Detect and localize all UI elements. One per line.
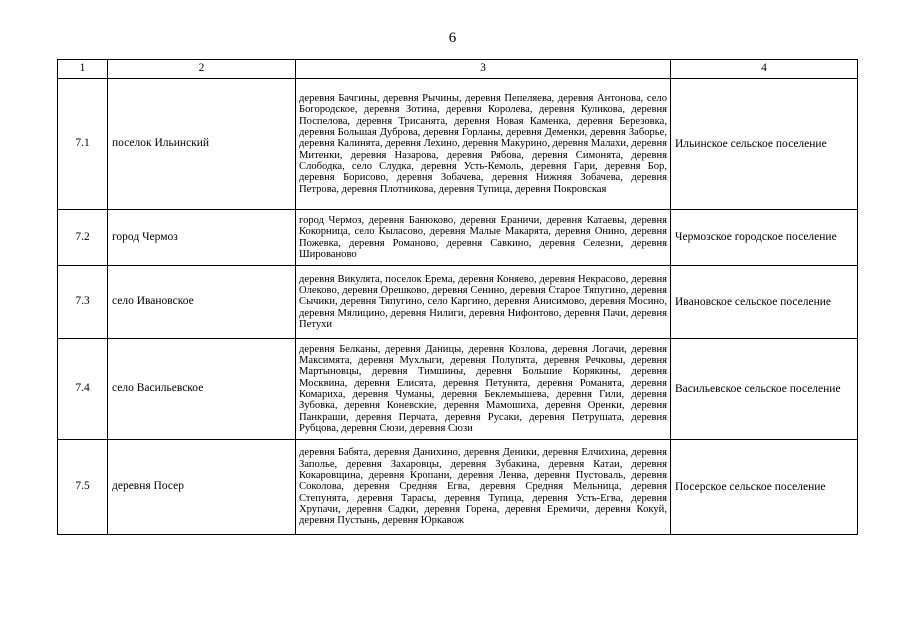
table-row: [58, 339, 858, 440]
column-header-1: 1: [58, 60, 108, 79]
page-number: 6: [448, 30, 457, 46]
table-row: [58, 266, 858, 339]
settlement-name: Ильинское сельское поселение: [671, 79, 858, 210]
village-list: деревня Бачгины, деревня Рычины, деревня Пепеляева, деревня Антонова, село Богородское, деревня Зотина, деревня Королева, деревня Куликова, деревня Поспелова, деревня Трисанята, деревня Новая Каменка, деревня Березовка, деревня Большая Дуброва, деревня Горланы, деревня Деменки, деревня Заборье, деревня Калинята, деревня Лехино, деревня Макурино, деревня Малахи, деревня Митенки, деревня Назарова, деревня Рябова, деревня Симонята, деревня Слободка, село Слудка, деревня Усть-Кемоль, деревня Гари, деревня Бор, деревня Борисово, деревня Зобачева, деревня Нижняя Зобачева, деревня Петрова, деревня Плотникова, деревня Тупица, деревня Покровская: [296, 79, 671, 210]
column-header-3: 3: [296, 60, 671, 79]
village-list: деревня Белканы, деревня Даницы, деревня Козлова, деревня Логачи, деревня Максимята, деревня Мухлыги, деревня Полупята, деревня Речковы, деревня Мартыновцы, деревня Тимшины, деревня Большие Корякины, деревня Москвина, деревня Елисята, деревня Петунята, деревня Романята, деревня Комариха, деревня Чуманы, деревня Беклемышева, деревня Гили, деревня Зубовка, деревня Коневские, деревня Мамошиха, деревня Оренки, деревня Панкраши, деревня Перчата, деревня Русаки, деревня Петрушата, деревня Рубцова, деревня Сюзи, деревня Сюзи: [296, 339, 671, 440]
admin-center: село Ивановское: [108, 266, 296, 339]
column-header-4: 4: [671, 60, 858, 79]
row-number: 7.1: [58, 79, 108, 210]
settlement-name: Ивановское сельское поселение: [671, 266, 858, 339]
admin-center: село Васильевское: [108, 339, 296, 440]
row-number: 7.5: [58, 440, 108, 535]
settlement-name: Чермозское городское поселение: [671, 210, 858, 266]
table-row: [58, 210, 858, 266]
column-header-2: 2: [108, 60, 296, 79]
admin-center: город Чермоз: [108, 210, 296, 266]
admin-center: деревня Посер: [108, 440, 296, 535]
village-list: деревня Викулята, поселок Ерема, деревня Коняево, деревня Некрасово, деревня Олеково, деревня Орешково, деревня Сенино, деревня Старое Тяпугино, деревня Сычики, деревня Тяпугино, село Каргино, деревня Анисимово, деревня Мосино, деревня Мялицино, деревня Нилиги, деревня Нифонтово, деревня Пачи, деревня Петухи: [296, 266, 671, 339]
settlements-table: [57, 59, 858, 535]
table-header-row: [58, 60, 858, 79]
village-list: город Чермоз, деревня Банюково, деревня Ераничи, деревня Катаевы, деревня Кокорница, село Кыласово, деревня Малые Макарята, деревня Онино, деревня Пожевка, деревня Романово, деревня Савкино, деревня Селезни, деревня Шированово: [296, 210, 671, 266]
village-list: деревня Бабята, деревня Данихино, деревня Деники, деревня Елчихина, деревня Заполье, деревня Захаровцы, деревня Зубакина, деревня Катаи, деревня Кокаровщина, деревня Кропани, деревня Ленва, деревня Пустоваль, деревня Соколова, деревня Средняя Егва, деревня Средняя Мельница, деревня Степунята, деревня Тарасы, деревня Тупица, деревня Усть-Егва, деревня Хрупачи, деревня Садки, деревня Горена, деревня Еремичи, деревня Кокуй, деревня Пустынь, деревня Юркавож: [296, 440, 671, 535]
settlement-name: Посерское сельское поселение: [671, 440, 858, 535]
row-number: 7.2: [58, 210, 108, 266]
table-row: [58, 79, 858, 210]
settlement-name: Васильевское сельское поселение: [671, 339, 858, 440]
table-row: [58, 440, 858, 535]
row-number: 7.3: [58, 266, 108, 339]
row-number: 7.4: [58, 339, 108, 440]
admin-center: поселок Ильинский: [108, 79, 296, 210]
